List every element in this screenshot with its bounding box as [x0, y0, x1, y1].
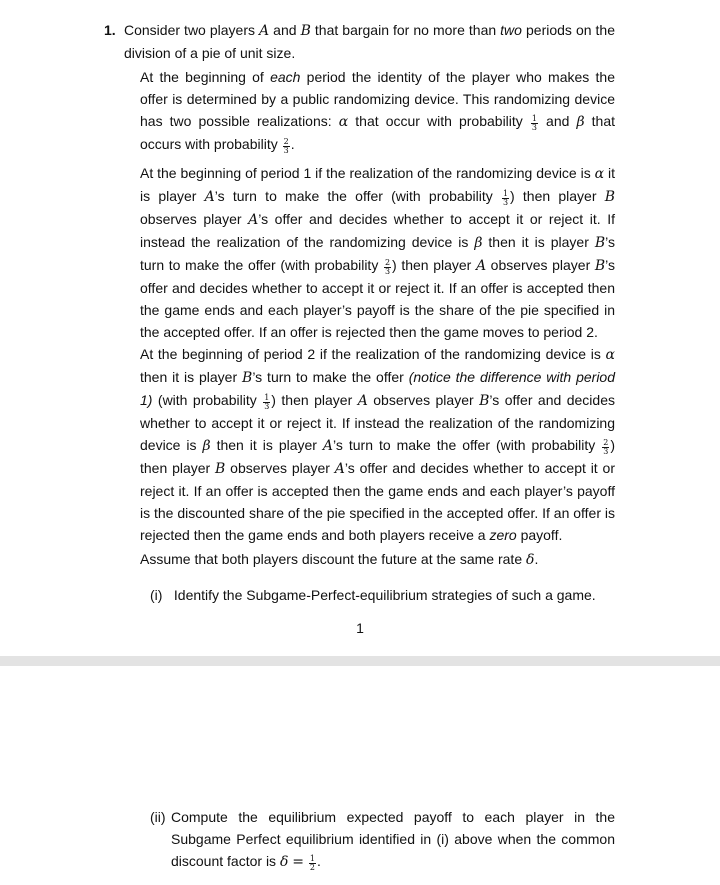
text-run: At the beginning of	[140, 69, 271, 85]
text-run: ’s turn to make the offer (with probability	[140, 234, 616, 273]
fraction-denominator: 3	[502, 198, 509, 207]
text-run: then it is player	[140, 369, 243, 385]
emphasis-text: zero	[489, 527, 517, 543]
text-run: ) then player	[271, 392, 358, 408]
page-number: 1	[356, 620, 364, 636]
math-symbol: B	[594, 258, 606, 274]
emphasis-text: (notice the difference with period 1)	[140, 369, 615, 408]
fraction-numerator: 1	[531, 114, 537, 123]
fraction-denominator: 3	[384, 267, 391, 276]
fraction-numerator: 2	[283, 137, 289, 146]
math-symbol: α	[594, 166, 605, 182]
math-symbol: B	[604, 189, 615, 205]
math-symbol: β	[576, 114, 585, 130]
fraction	[531, 115, 538, 132]
math-symbol: β	[202, 438, 211, 454]
math-symbol: B	[242, 370, 253, 386]
paragraph-period-2	[140, 343, 615, 546]
text-run: that occur with probability	[348, 113, 530, 129]
question-intro	[124, 19, 615, 64]
math-symbol: α	[338, 114, 349, 130]
math-symbol: α	[605, 347, 615, 363]
text-run: ’s turn to make the offer (with probability	[333, 437, 602, 453]
text-run: and	[269, 22, 301, 38]
fraction-numerator: 2	[384, 258, 391, 267]
fraction-denominator: 3	[603, 447, 609, 456]
math-symbol: A	[248, 212, 259, 228]
sub-question-i	[150, 584, 596, 606]
fraction-numerator: 1	[264, 393, 270, 402]
math-symbol: A	[357, 393, 368, 409]
paragraph-randomizing-device	[140, 66, 615, 155]
text-run: observes player	[225, 460, 335, 476]
math-symbol: B	[479, 393, 490, 409]
text-run: ’s offer and decides whether to accept it or reject it. If an offer is accepted then the game ends and each player’s payoff is the share of the pie specified in the accepted offer. If an offer is rejected then the game moves to period 2.	[140, 257, 616, 340]
fraction-numerator: 2	[603, 438, 609, 447]
text-run: Compute the equilibrium expected payoff to each player in the Subgame Perfect equilibrium identified in (i) above when the common discount factor is	[171, 809, 615, 869]
fraction-denominator: 3	[531, 123, 537, 132]
text-run: .	[534, 551, 539, 567]
text-run: .	[290, 136, 295, 152]
text-run: ’s offer and decides whether to accept it or reject it. If instead the realization of the randomizing device is	[140, 392, 615, 453]
math-symbol: A	[322, 438, 334, 454]
text-run: periods on the division of a pie of unit size.	[124, 22, 615, 61]
text-run: observes player	[140, 211, 249, 227]
sub-question-i-label: (i)	[150, 587, 163, 603]
text-run: period the identity of the player who makes the offer is determined by a public randomizing device. This randomizing device has two possible realizations:	[140, 69, 615, 129]
fraction-numerator: 1	[502, 189, 509, 198]
math-symbol: δ	[279, 854, 289, 870]
question-number: 1.	[104, 22, 116, 38]
math-symbol: B	[215, 461, 226, 477]
text-run: ) then player	[140, 437, 616, 476]
text-run: ) then player	[392, 257, 476, 273]
text-run	[304, 853, 308, 869]
text-run: it is player	[140, 165, 615, 204]
sub-question-ii-text	[171, 806, 615, 873]
text-run: then it is player	[210, 437, 323, 453]
text-run: that occurs with probability	[140, 113, 616, 152]
fraction-denominator: 3	[264, 402, 270, 411]
fraction	[263, 394, 270, 411]
text-run: Assume that both players discount the future at the same rate	[140, 551, 526, 567]
math-symbol: B	[300, 23, 311, 39]
math-symbol: β	[474, 235, 483, 251]
paragraph-period-1	[140, 162, 615, 343]
math-symbol: A	[475, 258, 487, 274]
text-run: At the beginning of period 2 if the realization of the randomizing device is	[140, 346, 606, 362]
text-run: ’s offer and decides whether to accept it or reject it. If instead the realization of the randomizing device is	[140, 211, 615, 250]
emphasis-text: each	[270, 69, 301, 85]
document-page-2	[0, 666, 720, 885]
math-symbol: A	[259, 23, 270, 39]
paragraph-discount-assumption	[140, 548, 615, 571]
text-run: At the beginning of period 1 if the realization of the randomizing device is	[140, 165, 595, 181]
text-run: ) then player	[510, 188, 605, 204]
fraction	[384, 259, 391, 276]
text-run: ’s turn to make the offer (with probability	[214, 188, 501, 204]
math-symbol: A	[204, 189, 215, 205]
text-run: Consider two players	[124, 22, 260, 38]
fraction	[309, 855, 316, 872]
text-run: ’s turn to make the offer	[252, 369, 409, 385]
text-run: observes player	[486, 257, 595, 273]
math-symbol: δ	[526, 552, 535, 568]
math-symbol: B	[594, 235, 606, 251]
fraction	[502, 190, 509, 207]
sub-question-ii-label: (ii)	[150, 809, 166, 825]
page-separator	[0, 656, 720, 666]
fraction-denominator: 2	[309, 863, 315, 872]
text-run: (with probability	[152, 392, 263, 408]
math-operator: =	[292, 854, 304, 870]
text-run: payoff.	[516, 527, 563, 543]
math-symbol: A	[334, 461, 345, 477]
fraction-denominator: 3	[283, 146, 289, 155]
text-run: ’s offer and decides whether to accept it or reject it. If an offer is accepted then the game ends and each player’s payoff is the discounted share of the pie specified in the accepted offer. If an offer is rejected then the game ends and both players receive a	[140, 460, 616, 543]
text-run: .	[316, 853, 321, 869]
emphasis-text: two	[500, 22, 522, 38]
text-run: then it is player	[482, 234, 595, 250]
text-run: and	[538, 113, 577, 129]
sub-question-i-text: Identify the Subgame-Perfect-equilibrium strategies of such a game.	[173, 587, 596, 603]
fraction	[602, 439, 609, 456]
fraction	[283, 138, 290, 155]
fraction-numerator: 1	[309, 854, 315, 863]
text-run: that bargain for no more than	[310, 22, 501, 38]
text-run: observes player	[367, 392, 480, 408]
